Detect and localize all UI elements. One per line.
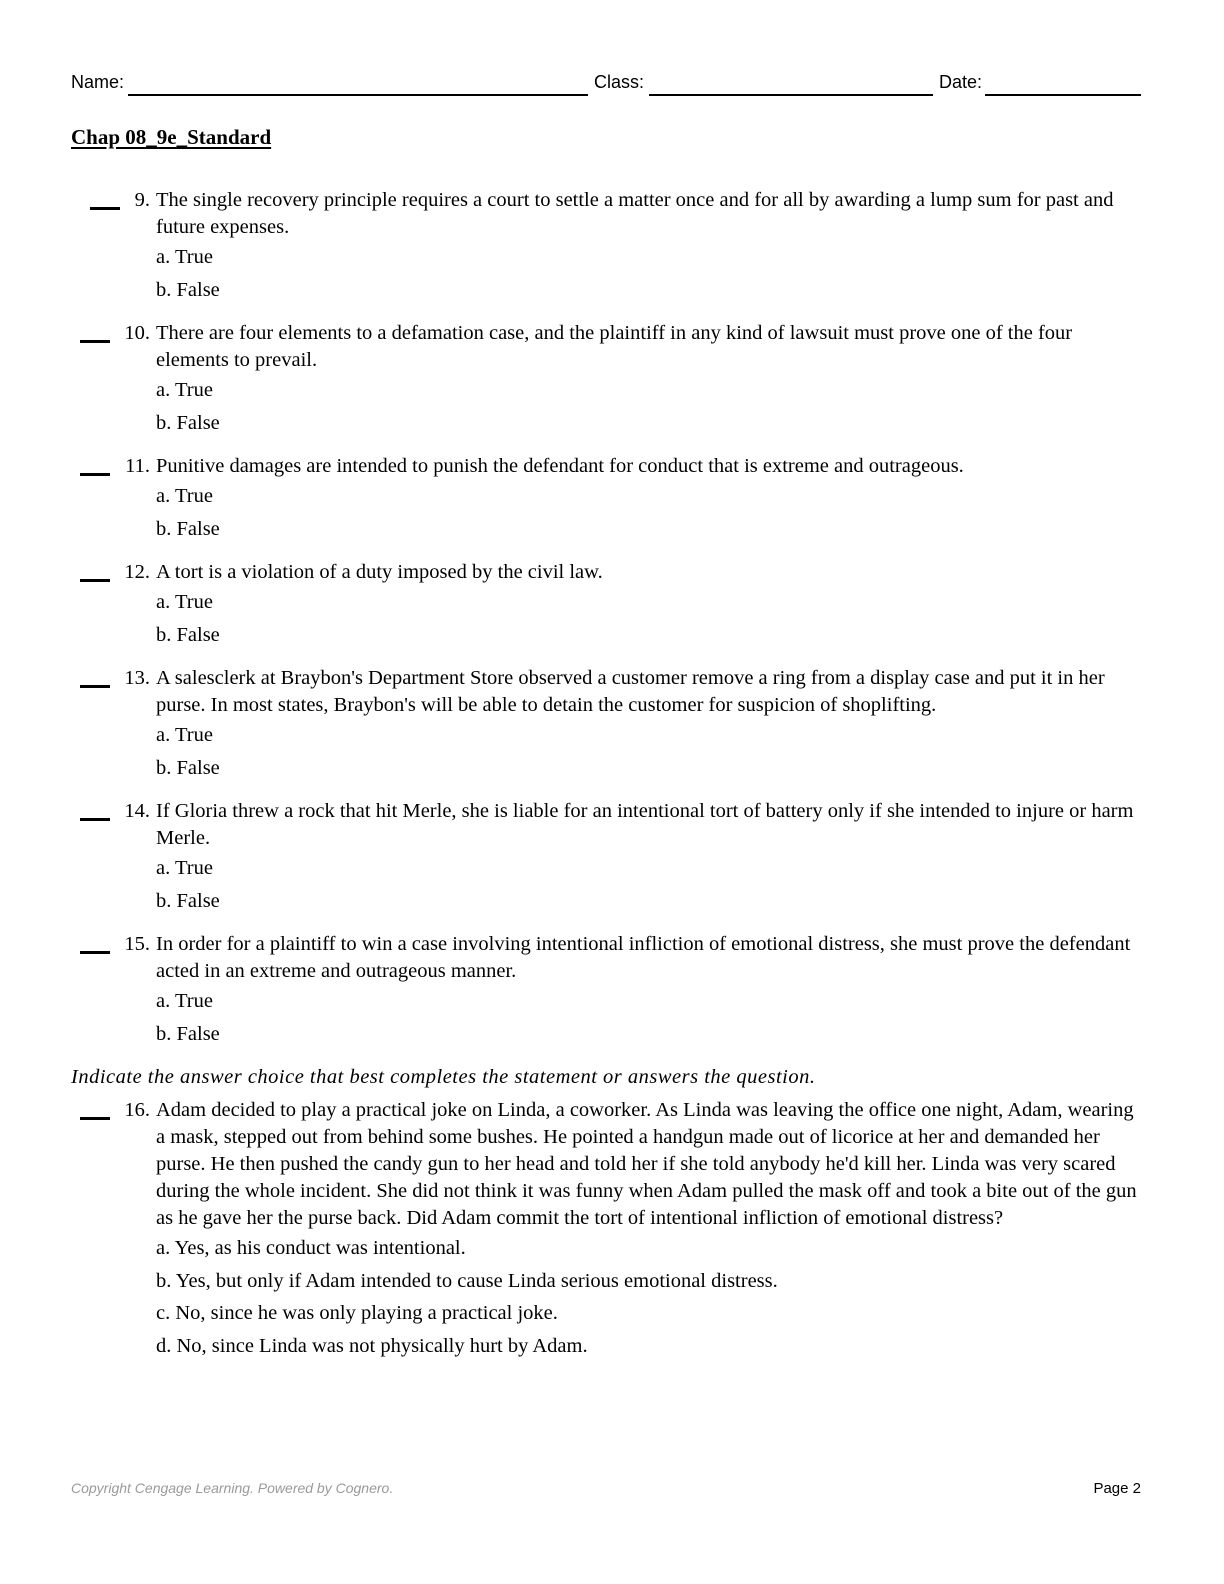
answer-option: a. True bbox=[156, 990, 213, 1012]
question-stem bbox=[0, 320, 1224, 374]
answer-option: a. True bbox=[156, 379, 213, 401]
question-stem bbox=[0, 559, 1224, 586]
answer-option: b. Yes, but only if Adam intended to cause Linda serious emotional distress. bbox=[156, 1269, 778, 1292]
question-stem bbox=[0, 798, 1224, 852]
section-instruction: Indicate the answer choice that best completes the statement or answers the question. bbox=[71, 1066, 816, 1088]
question-item bbox=[0, 931, 1224, 1050]
answer-option: d. No, since Linda was not physically hurt by Adam. bbox=[156, 1334, 588, 1357]
question-number: 16. bbox=[124, 1099, 150, 1121]
question-stem bbox=[0, 665, 1224, 719]
answer-option: b. False bbox=[156, 411, 220, 434]
answer-option: b. False bbox=[156, 623, 220, 646]
copyright-notice: Copyright Cengage Learning. Powered by Cognero. bbox=[71, 1480, 394, 1496]
question-stem bbox=[0, 187, 1224, 241]
question-item bbox=[0, 665, 1224, 784]
question-stem bbox=[0, 453, 1224, 480]
question-text: In order for a plaintiff to win a case involving intentional infliction of emotional distress, she must prove the defendant acted in an extreme and outrageous manner. bbox=[156, 933, 1131, 982]
question-number: 13. bbox=[124, 667, 150, 689]
question-item bbox=[0, 798, 1224, 917]
class-field-line bbox=[649, 94, 933, 96]
question-list bbox=[0, 187, 1224, 1376]
page-title: Chap 08_9e_Standard bbox=[71, 125, 272, 149]
answer-option: b. False bbox=[156, 756, 220, 779]
question-item bbox=[0, 559, 1224, 651]
name-label: Name: bbox=[71, 72, 125, 92]
question-item bbox=[0, 320, 1224, 439]
answer-option: c. No, since he was only playing a practical joke. bbox=[156, 1302, 558, 1324]
question-text: There are four elements to a defamation case, and the plaintiff in any kind of lawsuit must prove one of the four elements to prevail. bbox=[156, 322, 1073, 371]
question-item bbox=[0, 453, 1224, 545]
answer-option: a. True bbox=[156, 724, 213, 746]
question-stem bbox=[0, 931, 1224, 985]
class-label: Class: bbox=[594, 72, 645, 92]
question-number: 9. bbox=[134, 189, 150, 211]
question-number: 10. bbox=[124, 322, 150, 344]
answer-option: a. Yes, as his conduct was intentional. bbox=[156, 1237, 466, 1259]
question-text: The single recovery principle requires a court to settle a matter once and for all by awarding a lump sum for past and future expenses. bbox=[156, 189, 1114, 238]
date-field-line bbox=[985, 94, 1141, 96]
answer-option: b. False bbox=[156, 889, 220, 912]
answer-option: a. True bbox=[156, 485, 213, 507]
question-text: A salesclerk at Braybon's Department Store observed a customer remove a ring from a display case and put it in her purse. In most states, Braybon's will be able to detain the customer for suspicion of shoplifting. bbox=[156, 667, 1105, 716]
question-stem bbox=[0, 1097, 1224, 1232]
question-item bbox=[0, 1097, 1224, 1362]
answer-option: a. True bbox=[156, 591, 213, 613]
question-text: Punitive damages are intended to punish the defendant for conduct that is extreme and outrageous. bbox=[156, 455, 964, 477]
page-number: Page 2 bbox=[1093, 1480, 1141, 1497]
name-field-line bbox=[128, 94, 588, 96]
multiple-choice-section bbox=[0, 1097, 1224, 1362]
question-item bbox=[0, 187, 1224, 306]
date-label: Date: bbox=[939, 72, 983, 92]
student-info-header bbox=[71, 72, 1141, 98]
question-text: If Gloria threw a rock that hit Merle, she is liable for an intentional tort of battery only if she intended to injure or harm Merle. bbox=[156, 800, 1134, 849]
question-number: 11. bbox=[125, 455, 150, 477]
answer-option: b. False bbox=[156, 278, 220, 301]
question-text: Adam decided to play a practical joke on Linda, a coworker. As Linda was leaving the office one night, Adam, wearing a mask, stepped out from behind some bushes. He pointed a handgun made out of licorice at her and demanded her purse. He then pushed the candy gun to her head and told her if she told anybody he'd kill her. Linda was very scared during the whole incident. She did not think it was funny when Adam pulled the mask off and took a bite out of the gun as he gave her the purse back. Did Adam commit the tort of intentional infliction of emotional distress? bbox=[156, 1099, 1137, 1229]
question-number: 14. bbox=[124, 800, 150, 822]
true-false-section bbox=[0, 187, 1224, 1050]
question-text: A tort is a violation of a duty imposed by the civil law. bbox=[156, 561, 603, 583]
answer-option: b. False bbox=[156, 517, 220, 540]
answer-option: b. False bbox=[156, 1022, 220, 1045]
question-number: 12. bbox=[124, 561, 150, 583]
question-number: 15. bbox=[124, 933, 150, 955]
answer-option: a. True bbox=[156, 246, 213, 268]
answer-option: a. True bbox=[156, 857, 213, 879]
